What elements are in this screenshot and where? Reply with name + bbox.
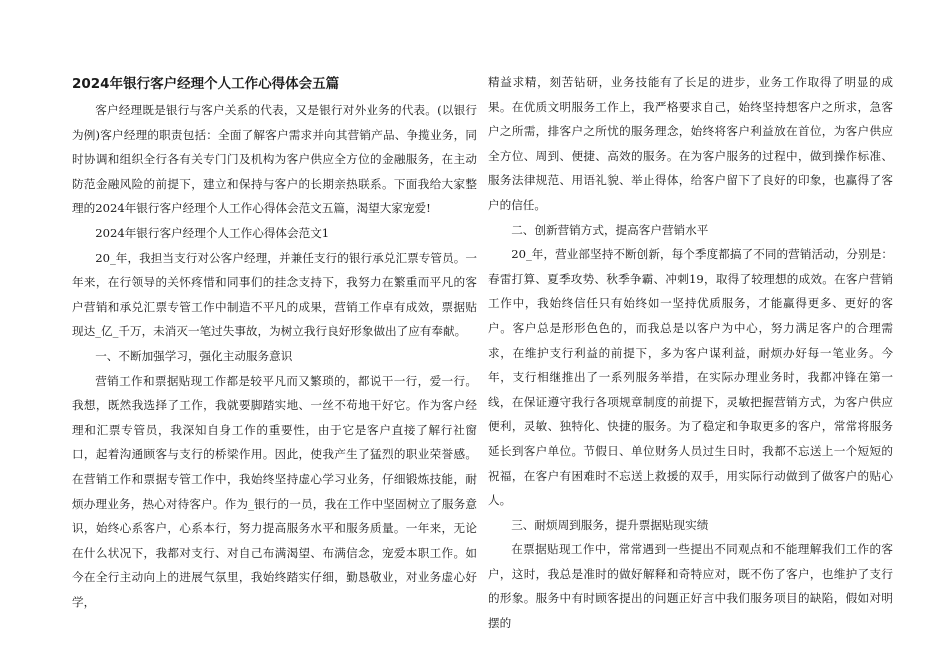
section-heading-3: 三、耐烦周到服务，提升票据贴现实绩 xyxy=(511,517,709,532)
body-paragraph: 营销工作和票据贴现工作都是较平凡而又繁琐的，都说干一行，爱一行。我想，既然我选择了工作，我就要脚踏实地、一丝不苟地干好它。作为客户经理和汇票专管员，我深知自身工作的重要性，由于它是客户直接了解行社窗口，起着沟通顾客与支行的桥梁作用。因此，使我产生了猛烈的职业荣誉感。在营销工作和票据专管工作中，我始终坚持虚心学习业务，仔细锻炼技能，耐烦办理业务，热心对待客户。作为_银行的一员，我在工作中坚固树立了服务意识，始终心系客户，心系本行，努力提高服务水平和服务质量。一年来，无论在什么状况下，我都对支行、对自己布满渴望、布满信念，宠爱本职工作。如今在全行主动向上的进展气氛里，我始终踏实仔细，勤恳敬业，对业务虚心好学， xyxy=(72,373,477,609)
continued-paragraph: 精益求精，刻苦钻研，业务技能有了长足的进步，业务工作取得了明显的成果。在优质文明服务工作上，我严格要求自己，始终坚持想客户之所求，急客户之所需，排客户之所忧的服务理念，始终将客户利益放在首位，为客户供应全方位、周到、便捷、高效的服务。在为客户服务的过程中，做到操作标准、服务法律规范、用语礼貌、举止得体，给客户留下了良好的印象，也赢得了客户的信任。 xyxy=(488,75,893,212)
section-heading-sample-1: 2024年银行客户经理个人工作心得体会范文1 xyxy=(95,225,330,240)
right-column xyxy=(488,70,893,636)
intro-paragraph: 客户经理既是银行与客户关系的代表，又是银行对外业务的代表。(以银行为例)客户经理的职责包括：全面了解客户需求并向其营销产品、争揽业务，同时协调和组织全行各有关专门门及机构为客户供应全方位的金融服务，在主动防范金融风险的前提下，建立和保持与客户的长期亲热联系。下面我给大家整理的2024年银行客户经理个人工作心得体会范文五篇，渴望大家宠爱! xyxy=(72,103,477,216)
section-heading-1: 一、不断加强学习，强化主动服务意识 xyxy=(95,348,293,363)
left-column xyxy=(72,70,477,614)
section-heading-2: 二、创新营销方式，提高客户营销水平 xyxy=(511,222,709,237)
body-paragraph: 20_年，营业部坚持不断创新，每个季度都搞了不同的营销活动，分别是：春雷打算、夏季攻势、秋季争霸、冲刺19，取得了较理想的成效。在客户营销工作中，我始终信任只有始终如一坚持优质服务，才能赢得更多、更好的客户。客户总是形形色色的，而我总是以客户为中心，努力满足客户的合理需求，在维护支行利益的前提下，多为客户谋利益，耐烦办好每一笔业务。今年，支行相继推出了一系列服务举措，在实际办理业务时，我都冲锋在第一线，在保证遵守我行各项规章制度的前提下，灵敏把握营销方式，为客户供应便利，灵敏、独特化、快捷的服务。为了稳定和争取更多的客户，常常将服务延长到客户单位。节假日、单位财务人员过生日时，我都不忘送上一个短短的祝福，在客户有困难时不忘送上救援的双手，用实际行动做到了做客户的贴心人。 xyxy=(488,247,893,508)
document-title: 2024年银行客户经理个人工作心得体会五篇 xyxy=(72,76,340,92)
body-paragraph: 在票据贴现工作中，常常遇到一些提出不同观点和不能理解我们工作的客户，这时，我总是准时的做好解释和奇特应对，既不伤了客户，也维护了支行的形象。服务中有时顾客提出的问题正好言中我们服务项目的缺陷，假如对明摆的 xyxy=(488,542,893,631)
body-paragraph: 20_年，我担当支行对公客户经理，并兼任支行的银行承兑汇票专管员。一年来，在行领导的关怀疼惜和同事们的挂念支持下，我努力在繁重而平凡的客户营销和承兑汇票专管工作中制造不平凡的成果，营销工作卓有成效，票据贴现达_亿_千万，未消灭一笔过失事故，为树立我行良好形象做出了应有奉献。 xyxy=(72,250,477,339)
